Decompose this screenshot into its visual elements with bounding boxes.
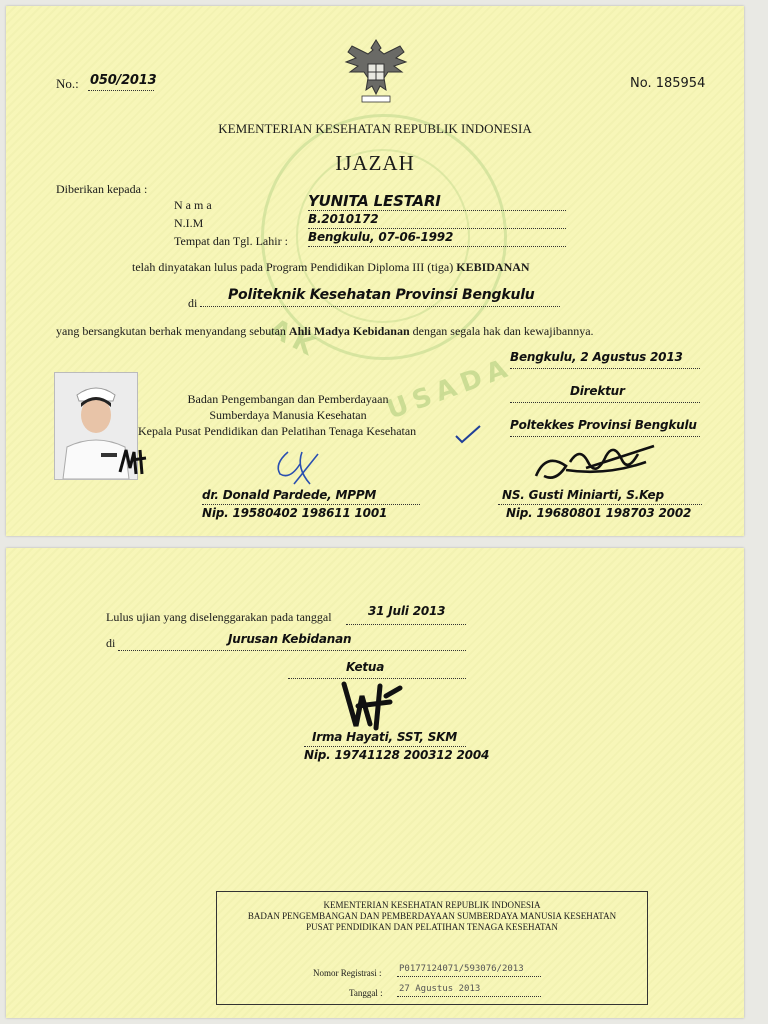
checkmark-icon <box>454 424 482 446</box>
name-value: YUNITA LESTARI <box>308 192 441 210</box>
left-signatory-line2: Sumberdaya Manusia Kesehatan <box>209 408 367 422</box>
name-label: N a m a <box>174 198 212 212</box>
box-line2: BADAN PENGEMBANGAN DAN PEMBERDAYAAN SUMBERDAYA MANUSIA KESEHATAN <box>247 911 617 921</box>
left-signature-image <box>266 444 326 488</box>
certificate-number-label: No.: <box>56 76 79 91</box>
institution-name: Politeknik Kesehatan Provinsi Bengkulu <box>228 287 535 303</box>
rights-suffix: dengan segala hak dan kewajibannya. <box>412 324 594 338</box>
serial-number: No. 185954 <box>630 76 706 91</box>
nim-label: N.I.M <box>174 216 204 230</box>
chair-nip: Nip. 19741128 200312 2004 <box>304 748 490 762</box>
nim-value: B.2010172 <box>308 212 379 226</box>
box-line3: PUSAT PENDIDIKAN DAN PELATIHAN TENAGA KESEHATAN <box>306 922 558 932</box>
diploma-back-page <box>6 548 744 1018</box>
registration-date-label: Tanggal : <box>349 988 383 998</box>
exam-place: Jurusan Kebidanan <box>228 632 352 646</box>
graduation-statement-text: telah dinyatakan lulus pada Program Pendidikan Diploma III (tiga) <box>132 260 454 274</box>
exam-date: 31 Juli 2013 <box>368 604 446 618</box>
right-signer-name: NS. Gusti Miniarti, S.Kep <box>502 488 664 502</box>
document-title: IJAZAH <box>335 151 415 175</box>
left-signatory-line1: Badan Pengembangan dan Pemberdayaan <box>187 392 389 406</box>
photo-initial-signature-icon <box>116 444 152 478</box>
diploma-front-page <box>6 6 744 536</box>
watermark-text-right: USADA <box>382 352 517 426</box>
registration-date-value: 27 Agustus 2013 <box>399 984 481 994</box>
registration-number-label: Nomor Registrasi : <box>313 968 382 978</box>
left-signer-nip: Nip. 19580402 198611 1001 <box>202 506 388 520</box>
watermark-text-left: AK <box>264 313 325 365</box>
birth-value: Bengkulu, 07-06-1992 <box>308 230 454 244</box>
right-signatory-title2: Poltekkes Provinsi Bengkulu <box>510 418 697 432</box>
chair-name: Irma Hayati, SST, SKM <box>312 730 457 744</box>
left-signatory-line3: Kepala Pusat Pendidikan dan Pelatihan Tenaga Kesehatan <box>138 424 417 438</box>
garuda-emblem-icon <box>342 34 410 106</box>
registration-box <box>216 891 648 1005</box>
right-signer-nip: Nip. 19680801 198703 2002 <box>506 506 692 520</box>
registration-number-value: P0177124071/593076/2013 <box>399 964 524 974</box>
given-to-label: Diberikan kepada : <box>56 182 148 196</box>
right-signature-image <box>526 432 666 492</box>
rights-prefix: yang bersangkutan berhak menyandang sebutan <box>56 324 286 338</box>
chair-signature-image <box>336 678 408 734</box>
box-line1: KEMENTERIAN KESEHATAN REPUBLIK INDONESIA <box>323 900 541 910</box>
degree-title: Ahli Madya Kebidanan <box>288 324 410 338</box>
graduation-statement <box>132 260 530 275</box>
program-name: KEBIDANAN <box>456 260 530 274</box>
rights-statement <box>56 324 594 339</box>
chair-title: Ketua <box>346 660 385 674</box>
di-label: di <box>188 296 198 310</box>
exam-di-label: di <box>106 636 116 650</box>
exam-label: Lulus ujian yang diselenggarakan pada tanggal <box>106 610 332 624</box>
certificate-number-value: 050/2013 <box>90 73 157 88</box>
birth-label: Tempat dan Tgl. Lahir : <box>174 234 288 248</box>
ministry-heading: KEMENTERIAN KESEHATAN REPUBLIK INDONESIA <box>218 121 532 136</box>
place-date: Bengkulu, 2 Agustus 2013 <box>510 350 683 364</box>
left-signer-name: dr. Donald Pardede, MPPM <box>202 488 377 502</box>
right-signatory-title1: Direktur <box>570 384 625 398</box>
